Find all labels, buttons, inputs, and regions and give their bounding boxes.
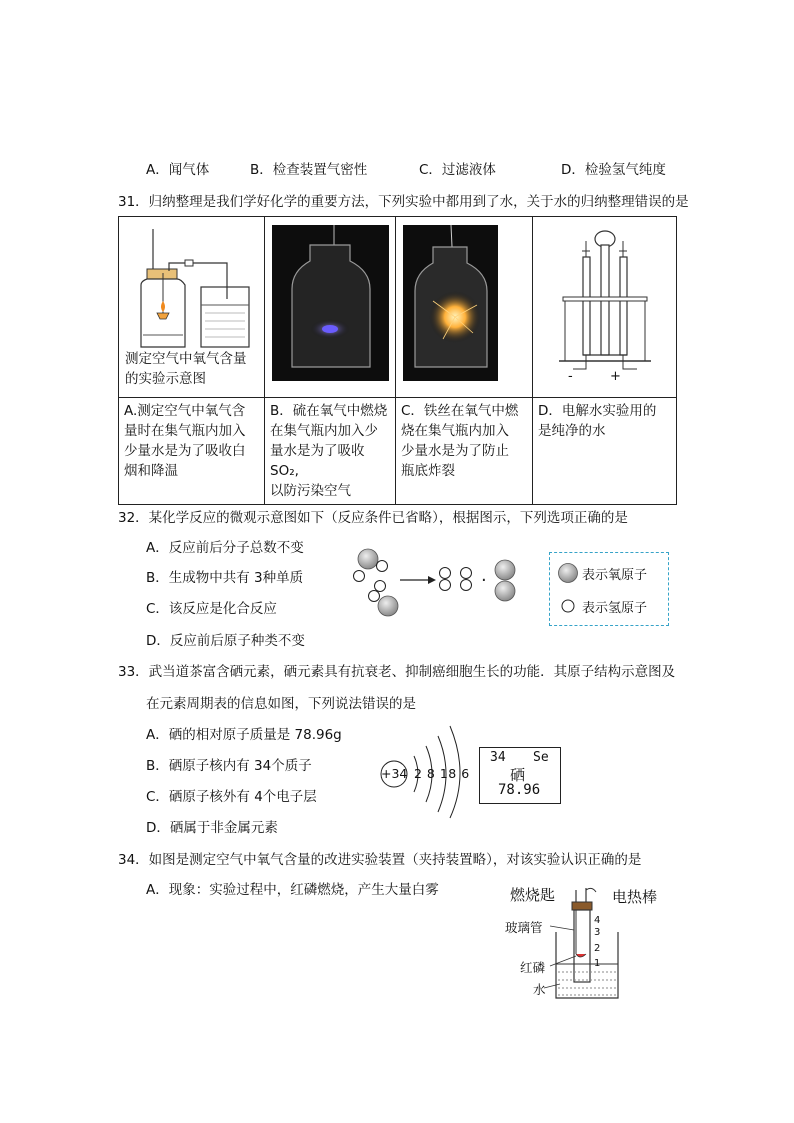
legend-hydrogen-label: 表示氢原子 — [582, 601, 648, 616]
hydrogen-atom — [377, 561, 388, 572]
q32-option-b: B．生成物中共有 3种单质 — [146, 570, 304, 586]
q33-stem-line2: 在元素周期表的信息如图，下列说法错误的是 — [146, 696, 416, 712]
q31-option-a-line4: 烟和降温 — [124, 463, 178, 479]
q31-stem: 31．归纳整理是我们学好化学的重要方法，下列实验中都用到了水，关于水的归纳整理错误的是 — [118, 194, 689, 210]
q34-option-a: A．现象：实验过程中，红磷燃烧，产生大量白雾 — [146, 882, 439, 898]
phosphorus-apparatus-diagram — [123, 225, 259, 355]
q32-stem: 32．某化学反应的微观示意图如下（反应条件已省略），根据图示，下列选项正确的是 — [118, 510, 628, 526]
hydrogen-atom — [440, 568, 451, 579]
reaction-micro-diagram — [352, 546, 527, 622]
q31-caption-line1: 测定空气中氧气含量 — [125, 351, 247, 367]
q33-option-a: A．硒的相对原子质量是 78.96g — [146, 727, 342, 743]
hydrogen-atom-legend-icon — [562, 600, 574, 612]
atom-legend — [549, 552, 669, 626]
oxygen-atom — [495, 581, 515, 601]
hydrogen-atom — [369, 591, 380, 602]
q31-option-d — [533, 398, 677, 505]
q30-option-d: D．检验氢气纯度 — [561, 162, 666, 178]
q31-option-a-line3: 少量水是为了吸收白 — [124, 443, 246, 459]
nucleus-charge: +34 — [381, 766, 408, 781]
scale-mark-3: 3 — [594, 927, 601, 938]
q31-cell-image-d — [533, 217, 677, 398]
q31-option-c-line4: 瓶底炸裂 — [401, 463, 455, 479]
q33-stem-line1: 33．武当道茶富含硒元素，硒元素具有抗衰老、抑制癌细胞生长的功能．其原子结构示意图及 — [118, 664, 676, 680]
hydrogen-atom — [354, 571, 365, 582]
q31-option-c — [396, 398, 533, 505]
atomic-number: 34 — [490, 750, 506, 765]
plus-dot: · — [481, 570, 487, 591]
q31-option-b-line3: 量水是为了吸收SO₂, — [270, 443, 365, 479]
q30-option-b: B．检查装置气密性 — [250, 162, 368, 178]
q31-option-a-line1: A.测定空气中氧气含 — [124, 403, 246, 419]
legend-oxygen-label: 表示氧原子 — [582, 568, 648, 583]
scale-mark-1: 1 — [594, 958, 601, 969]
periodic-table-cell — [479, 747, 561, 804]
q30-option-c: C．过滤液体 — [419, 162, 496, 178]
scale-mark-2: 2 — [594, 943, 601, 954]
q32-option-d: D．反应前后原子种类不变 — [146, 633, 305, 649]
q31-option-d-line1: D．电解水实验用的 — [538, 403, 657, 419]
oxygen-atom — [495, 560, 515, 580]
q32-option-a: A．反应前后分子总数不变 — [146, 540, 304, 556]
atomic-mass: 78.96 — [498, 782, 541, 798]
electrode-minus-label: - — [568, 369, 573, 384]
q33-option-d: D．硒属于非金属元素 — [146, 820, 278, 836]
electron-shells: 2 8 18 6 — [414, 766, 470, 781]
oxygen-atom-legend-icon — [559, 564, 578, 583]
iron-wire-burning-photo — [403, 225, 498, 381]
hydrogen-atom — [461, 568, 472, 579]
water-electrolysis-apparatus-diagram — [553, 227, 657, 377]
scale-mark-4: 4 — [594, 915, 601, 926]
q31-option-a — [119, 398, 265, 505]
oxygen-atom — [378, 596, 398, 616]
label-water: 水 — [533, 982, 546, 997]
label-red-phosphorus: 红磷 — [520, 960, 546, 975]
hydrogen-atom — [375, 581, 386, 592]
q31-option-b — [265, 398, 396, 505]
sulfur-burning-photo — [272, 225, 389, 381]
q31-option-d-line2: 是纯净的水 — [538, 423, 606, 439]
q32-option-c: C．该反应是化合反应 — [146, 601, 277, 617]
q31-option-a-line2: 量时在集气瓶内加入 — [124, 423, 246, 439]
q31-experiment-table — [118, 216, 677, 505]
hydrogen-atom — [440, 580, 451, 591]
q31-cell-image-b — [265, 217, 396, 398]
oxygen-atom — [358, 549, 378, 569]
label-glass-tube: 玻璃管 — [505, 920, 543, 935]
q33-option-b: B．硒原子核内有 34个质子 — [146, 758, 312, 774]
q31-option-c-line1: C．铁丝在氧气中燃 — [401, 403, 519, 419]
q31-option-b-line2: 在集气瓶内加入少 — [270, 423, 378, 439]
q30-option-a: A．闻气体 — [146, 162, 210, 178]
q31-cell-image-a — [119, 217, 265, 398]
q31-option-b-line4: 以防污染空气 — [270, 483, 351, 499]
electrode-plus-label: + — [610, 369, 621, 384]
label-burning-spoon: 燃烧匙 — [510, 886, 556, 904]
hydrogen-atom — [461, 580, 472, 591]
q31-option-c-line3: 少量水是为了防止 — [401, 443, 509, 459]
label-electric-rod: 电热棒 — [612, 888, 658, 906]
element-name: 硒 — [510, 766, 526, 784]
q31-cell-image-c — [396, 217, 533, 398]
q33-option-c: C．硒原子核外有 4个电子层 — [146, 789, 317, 805]
q34-stem: 34．如图是测定空气中氧气含量的改进实验装置（夹持装置略），对该实验认识正确的是 — [118, 852, 642, 868]
q31-option-b-line1: B．硫在氧气中燃烧 — [270, 403, 388, 419]
q31-option-c-line2: 烧在集气瓶内加入 — [401, 423, 509, 439]
element-symbol: Se — [533, 750, 549, 765]
q31-caption-line2: 的实验示意图 — [125, 371, 206, 387]
